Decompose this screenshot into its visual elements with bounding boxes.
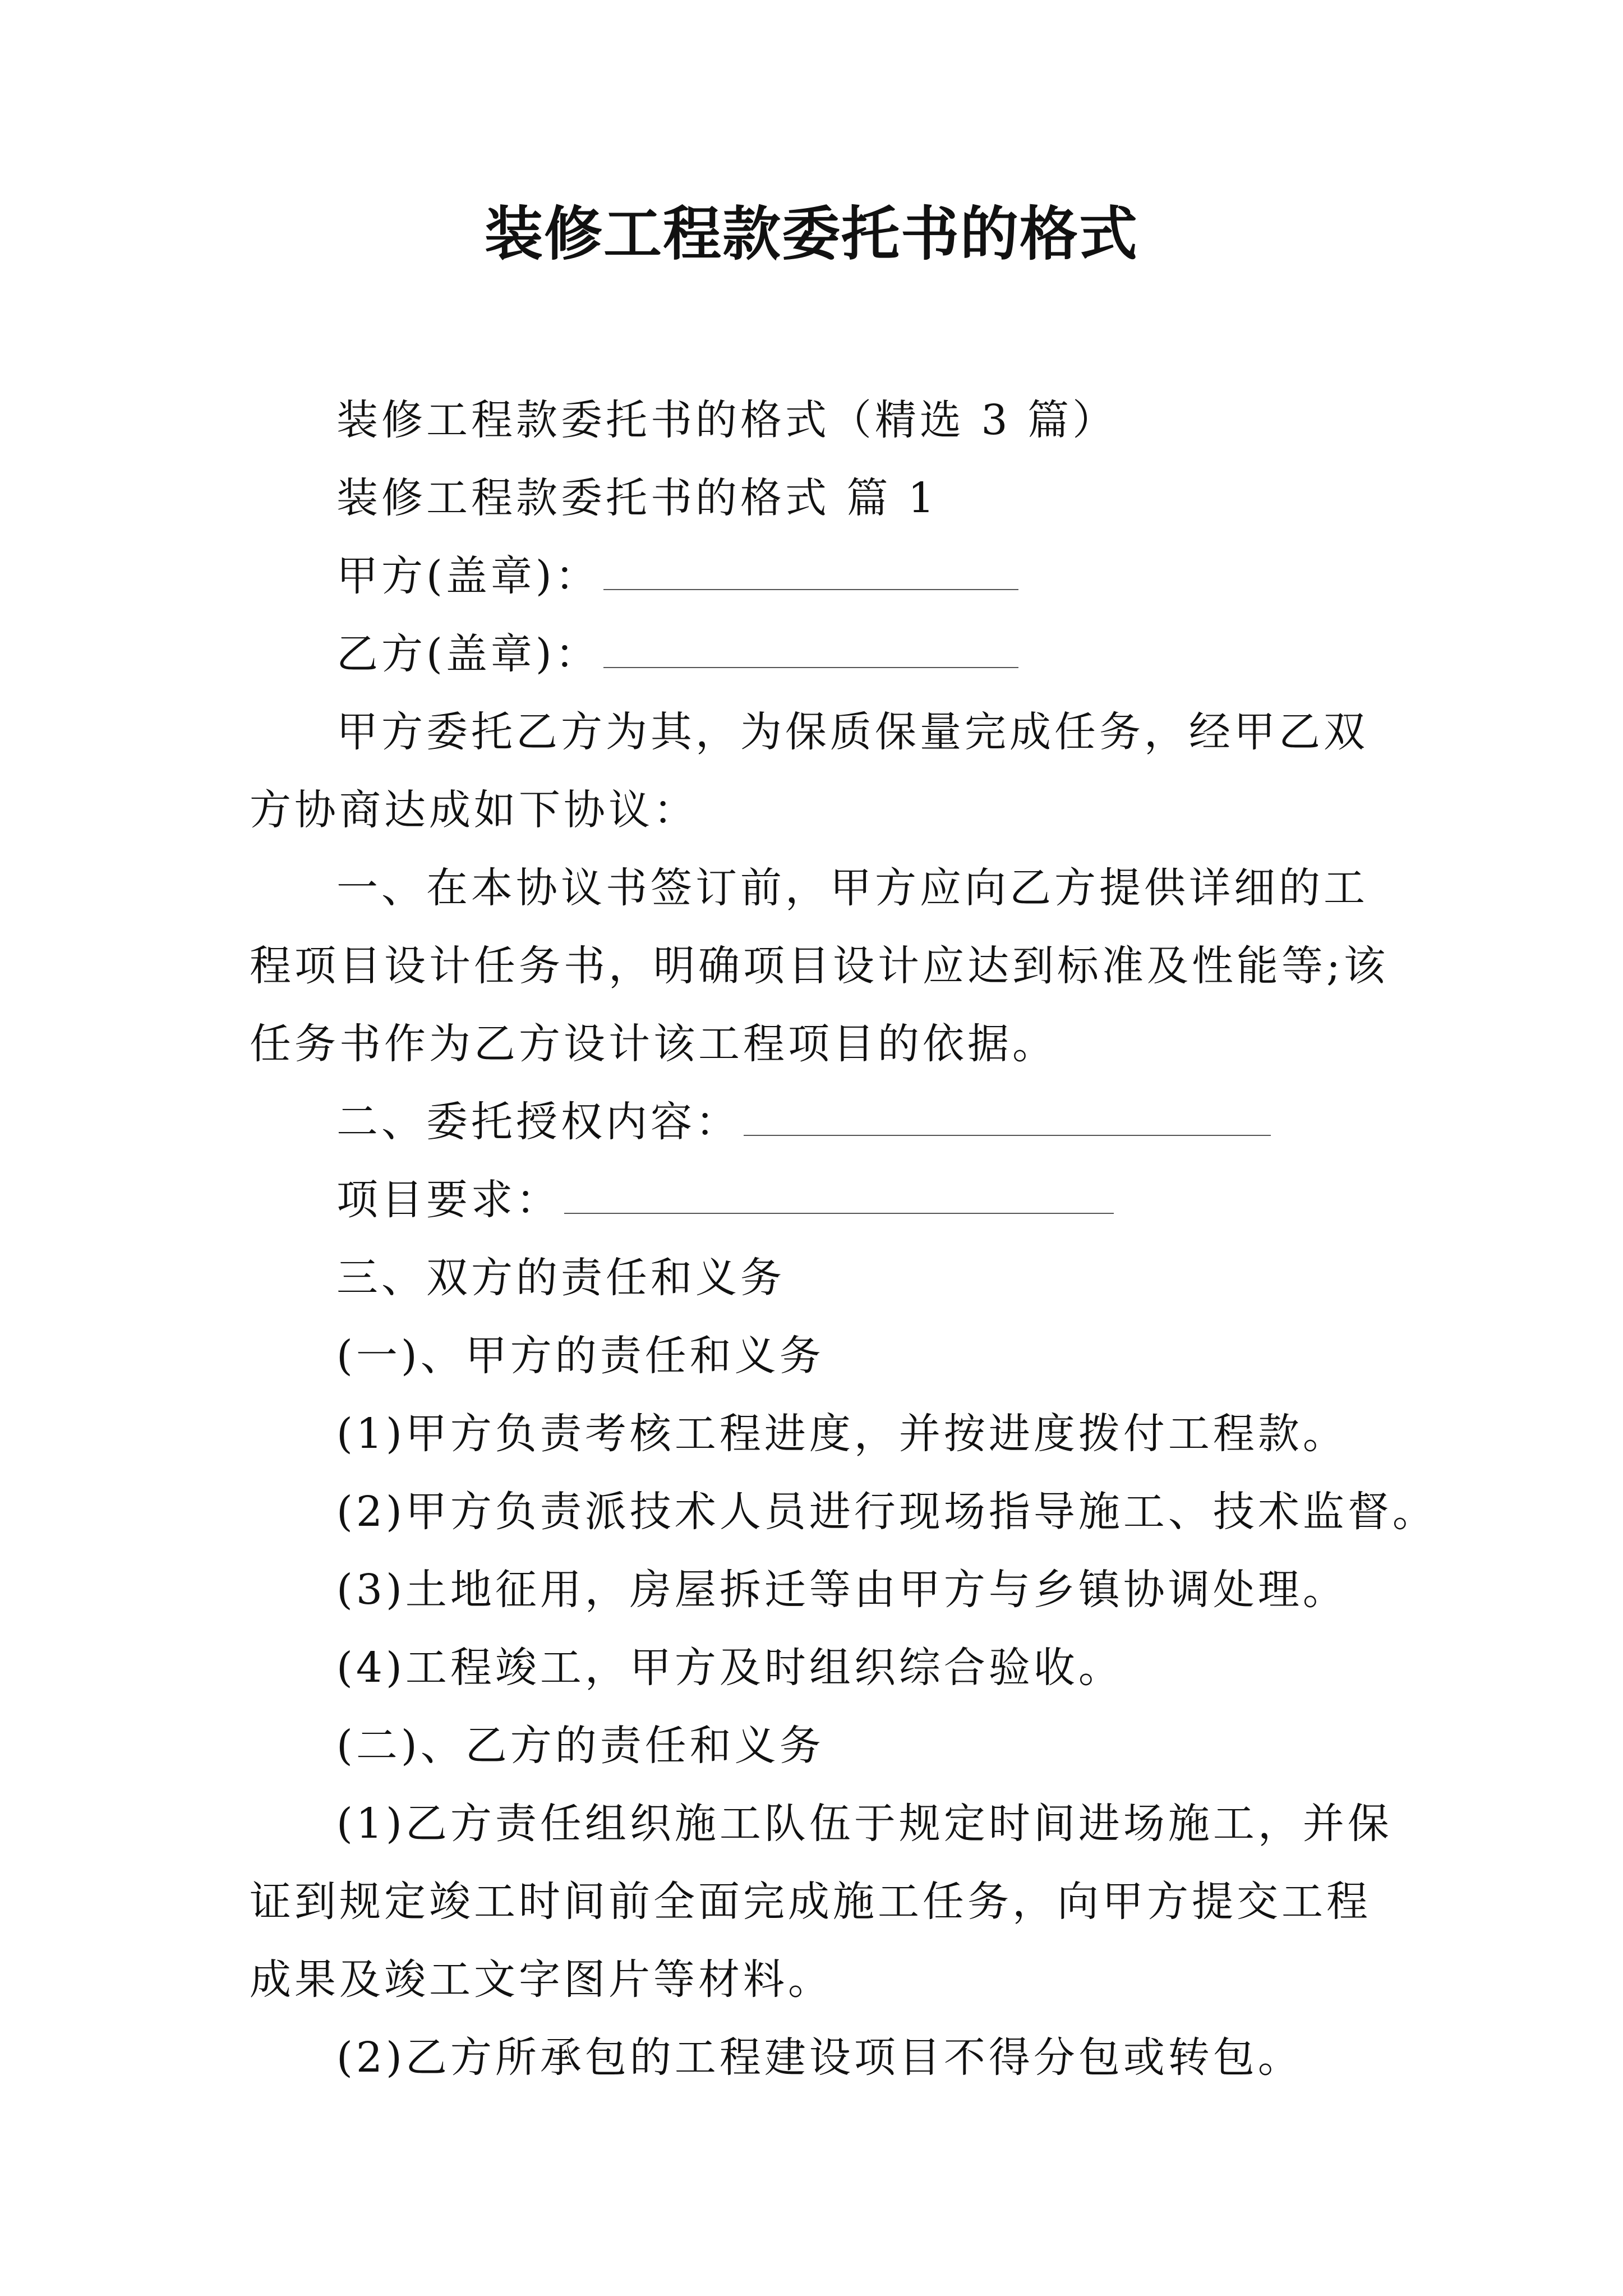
party-a-duty-item: (2)甲方负责派技术人员进行现场指导施工、技术监督。: [336, 1488, 1437, 1536]
document-title: 装修工程款委托书的格式: [484, 199, 1138, 268]
clause-2-label: 二、委托授权内容：: [336, 1098, 740, 1146]
section-heading: 装修工程款委托书的格式 篇 1: [336, 474, 938, 522]
party-b-blank: [603, 625, 1018, 668]
party-b-label: 乙方(盖章)：: [336, 630, 600, 678]
party-a-duty-item: (1)甲方负责考核工程进度，并按进度拨付工程款。: [336, 1410, 1348, 1458]
subtitle: 装修工程款委托书的格式（精选 3 篇）: [336, 396, 1118, 444]
clause-2-blank: [744, 1093, 1271, 1136]
project-requirements-blank: [564, 1171, 1114, 1214]
project-requirements-line: [250, 1161, 1394, 1239]
project-requirements-label: 项目要求：: [336, 1176, 561, 1224]
party-a-duties-heading: (一)、甲方的责任和义务: [336, 1332, 824, 1380]
intro-paragraph: 甲方委托乙方为其，为保质保量完成任务，经甲乙双方协商达成如下协议：: [250, 708, 1368, 834]
clause-2-line: [250, 1083, 1394, 1161]
party-a-blank: [603, 547, 1018, 590]
party-b-duty-item: (1)乙方责任组织施工队伍于规定时间进场施工，并保证到规定竣工时间前全面完成施工任务，向甲方提交工程成果及竣工文字图片等材料。: [250, 1800, 1393, 2004]
party-a-duty-item: (3)土地征用，房屋拆迁等由甲方与乡镇协调处理。: [336, 1566, 1348, 1614]
party-b-duties-heading: (二)、乙方的责任和义务: [336, 1722, 824, 1770]
party-a-signature-line: [250, 537, 1394, 615]
party-b-signature-line: [250, 615, 1394, 693]
party-b-duty-item: (2)乙方所承包的工程建设项目不得分包或转包。: [336, 2033, 1303, 2082]
party-a-label: 甲方(盖章)：: [336, 552, 600, 600]
clause-3-heading: 三、双方的责任和义务: [336, 1254, 785, 1302]
party-a-duty-item: (4)工程竣工，甲方及时组织综合验收。: [336, 1644, 1123, 1692]
document-body: [250, 381, 1437, 2097]
clause-1-paragraph: 一、在本协议书签订前，甲方应向乙方提供详细的工程项目设计任务书，明确项目设计应达到标准及性能等;该任务书作为乙方设计该工程项目的依据。: [250, 864, 1389, 1068]
